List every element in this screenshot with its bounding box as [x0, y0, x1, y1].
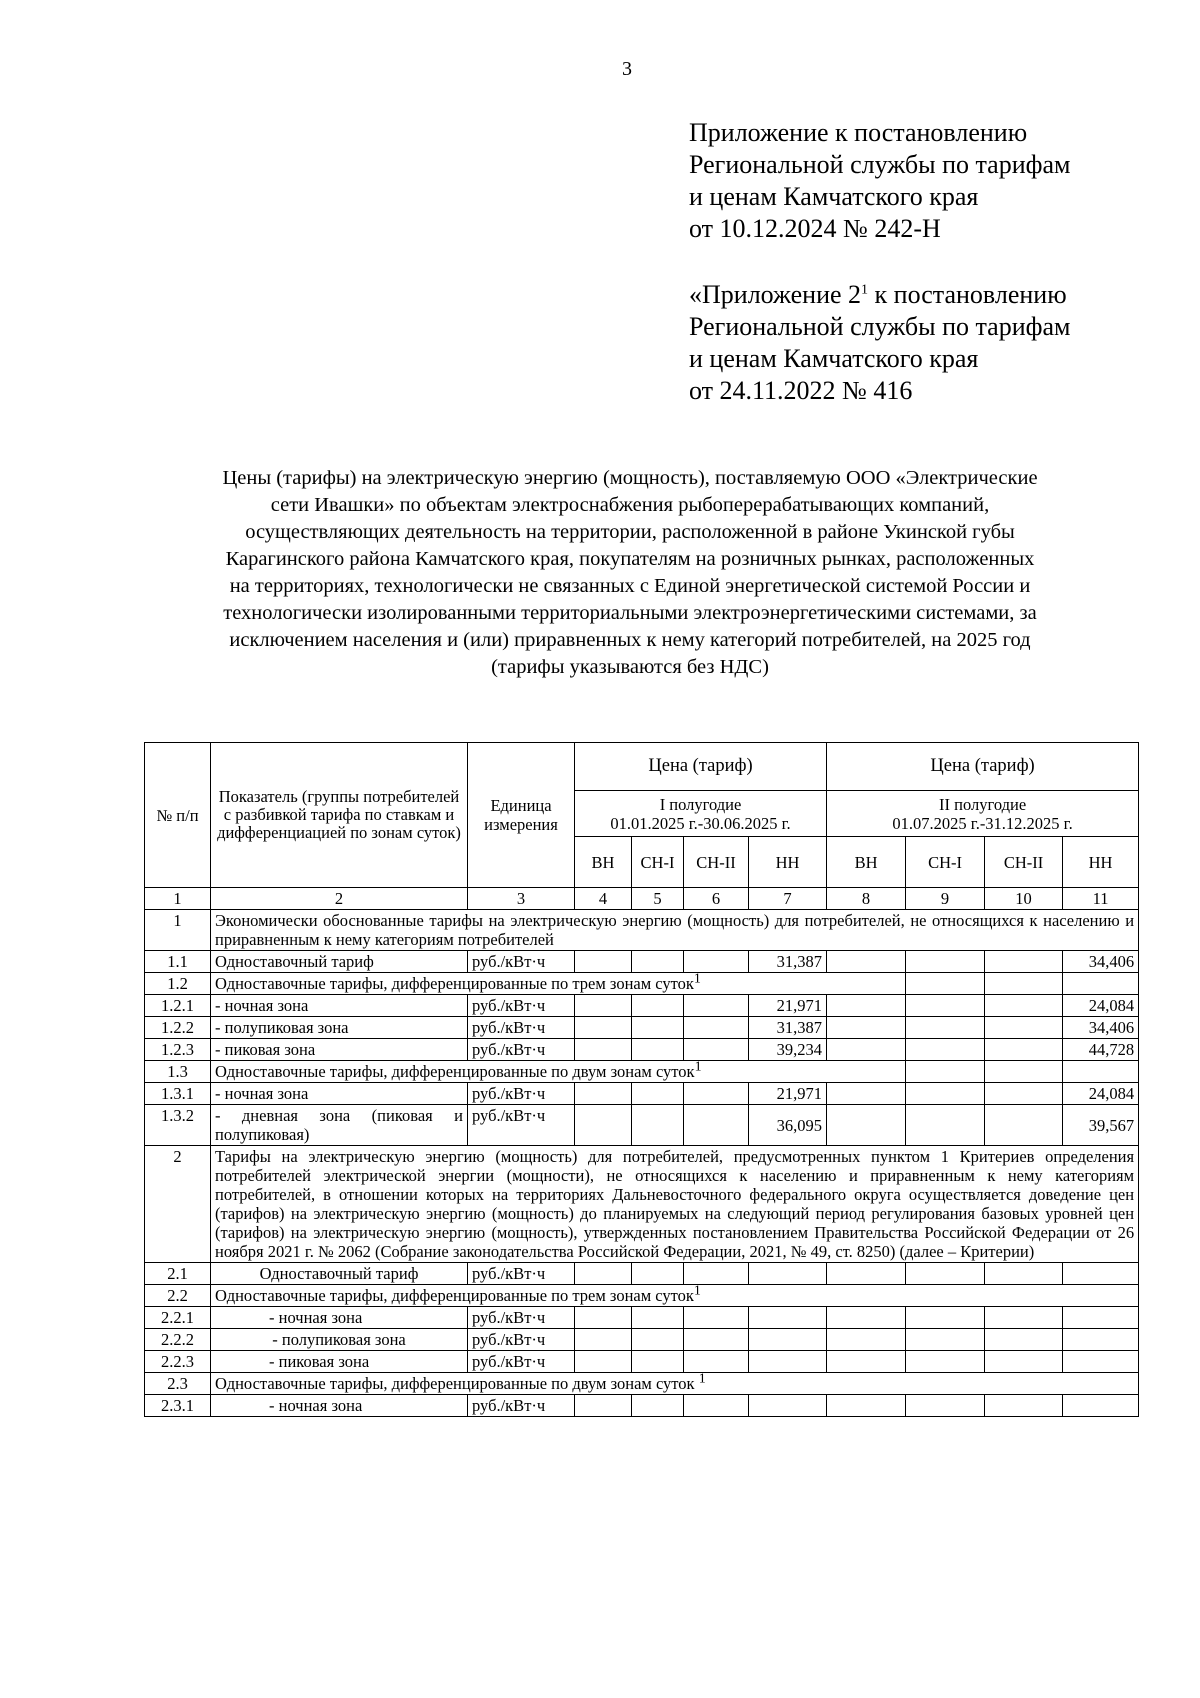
nn-h1-value: 21,971: [749, 1083, 827, 1105]
column-number: 11: [1063, 888, 1139, 910]
title-line: на территориях, технологически не связанных с Единой энергетической системой России и: [229, 575, 1031, 597]
nn-h2-value: 24,084: [1063, 1083, 1139, 1105]
row-unit: руб./кВт·ч: [468, 1017, 575, 1039]
title-line: (тарифы указываются без НДС): [491, 656, 769, 678]
row-unit: руб./кВт·ч: [468, 1263, 575, 1285]
nn-h2-value: 34,406: [1063, 951, 1139, 973]
row-name: - ночная зона: [211, 995, 468, 1017]
section-title: Экономически обоснованные тарифы на электрическую энергию (мощность) для потребителей, не относящихся к населению и приравненным к нему категориям потребителей: [211, 910, 1139, 951]
row-name: [211, 1285, 1139, 1307]
header-level-sn2-h2: СН-II: [985, 837, 1063, 888]
title-line: сети Ивашки» по объектам электроснабжения рыбоперерабатывающих компаний,: [270, 494, 990, 516]
appendix-current-line: Региональной службы по тарифам: [689, 150, 1071, 179]
nn-h1-value: 31,387: [749, 1017, 827, 1039]
table-row: [145, 1017, 1139, 1039]
row-name: Одноставочный тариф: [211, 1263, 468, 1285]
row-name: - пиковая зона: [211, 1351, 468, 1373]
row-name: - пиковая зона: [211, 1039, 468, 1061]
appendix-original-block: [689, 279, 1070, 407]
row-num: 1.1: [145, 951, 211, 973]
column-number: 8: [827, 888, 906, 910]
table-row: [145, 973, 1139, 995]
nn-h1-value: 31,387: [749, 951, 827, 973]
row-unit: руб./кВт·ч: [468, 1395, 575, 1417]
table-row: [145, 1061, 1139, 1083]
row-num: 1.2.3: [145, 1039, 211, 1061]
section-title: Тарифы на электрическую энергию (мощность) для потребителей, предусмотренных пунктом 1 Критериев определения потребителей электрической энергии (мощности), не относящихся к населению и приравненным к нему категориям потребителей, в отношении которых на территориях Дальневосточного федерального округа осуществляется доведение цен (тарифов) на электрическую энергию (мощность) до планируемых на следующий период регулирования базовых уровней цен (тарифов) на электрическую энергию (мощность), утвержденных постановлением Правительства Российской Федерации от 26 ноября 2021 г. № 2062 (Собрание законодательства Российской Федерации, 2021, № 49, ст. 8250) (далее – Критерии): [211, 1146, 1139, 1263]
row-name-text: Одноставочные тарифы, дифференцированные по трем зонам суток: [215, 1286, 694, 1305]
section-num: 2: [145, 1146, 211, 1263]
appendix-current-line: Приложение к постановлению: [689, 118, 1028, 147]
row-name: - полупиковая зона: [211, 1017, 468, 1039]
appendix-current-block: [689, 117, 1070, 245]
row-num: 1.2.1: [145, 995, 211, 1017]
appendix-original-suffix: к постановлению: [868, 280, 1067, 309]
footnote-marker: 1: [698, 1372, 706, 1387]
row-num: 2.2.2: [145, 1329, 211, 1351]
row-name: [211, 1061, 906, 1083]
footnote-marker: 1: [694, 1060, 702, 1075]
header-level-vn-h1: ВН: [575, 837, 632, 888]
row-num: 2.2.1: [145, 1307, 211, 1329]
row-num: 1.3.2: [145, 1105, 211, 1146]
table-row: [145, 1105, 1139, 1146]
section-num: 1: [145, 910, 211, 951]
row-name: - ночная зона: [211, 1083, 468, 1105]
page-number: 3: [622, 58, 632, 80]
header-level-vn-h2: ВН: [827, 837, 906, 888]
header-level-sn2-h1: СН-II: [684, 837, 749, 888]
row-num: 1.3.1: [145, 1083, 211, 1105]
header-level-nn-h2: НН: [1063, 837, 1139, 888]
row-unit: руб./кВт·ч: [468, 995, 575, 1017]
appendix-original-line: и ценам Камчатского края: [689, 344, 979, 373]
appendix-original-line: [689, 279, 1070, 311]
row-unit: руб./кВт·ч: [468, 1307, 575, 1329]
column-number: 10: [985, 888, 1063, 910]
header-indicator: Показатель (группы потребителей с разбивкой тарифа по ставкам и дифференциацией по зонам суток): [211, 743, 468, 888]
row-unit: руб./кВт·ч: [468, 1105, 575, 1146]
table-row: [145, 1329, 1139, 1351]
appendix-original-line: Региональной службы по тарифам: [689, 312, 1071, 341]
section-row: [145, 1146, 1139, 1263]
row-unit: руб./кВт·ч: [468, 1083, 575, 1105]
row-name: - ночная зона: [211, 1395, 468, 1417]
header-price-h1: Цена (тариф): [575, 743, 827, 791]
period-h2-dates: 01.07.2025 г.-31.12.2025 г.: [892, 813, 1073, 833]
column-number: 3: [468, 888, 575, 910]
column-number: 7: [749, 888, 827, 910]
row-unit: руб./кВт·ч: [468, 951, 575, 973]
appendix-current-line: и ценам Камчатского края: [689, 182, 979, 211]
header-period-h2: [827, 791, 1139, 837]
period-h1-name: I полугодие: [659, 794, 742, 814]
nn-h1-value: 36,095: [749, 1105, 827, 1146]
table-row: [145, 1039, 1139, 1061]
row-num: 1.3: [145, 1061, 211, 1083]
column-number: 5: [632, 888, 684, 910]
column-numbers-row: [145, 888, 1139, 910]
header-level-sn1-h2: СН-I: [906, 837, 985, 888]
nn-h2-value: 39,567: [1063, 1105, 1139, 1146]
column-number: 6: [684, 888, 749, 910]
table-row: [145, 1351, 1139, 1373]
nn-h2-value: 44,728: [1063, 1039, 1139, 1061]
document-title: [140, 465, 1120, 681]
table-row: [145, 1263, 1139, 1285]
column-number: 9: [906, 888, 985, 910]
title-line: осуществляющих деятельность на территории, расположенной в районе Укинской губы: [245, 521, 1015, 543]
table-row: [145, 1083, 1139, 1105]
footnote-marker: 1: [693, 1284, 701, 1299]
title-line: технологически изолированными территориальными электроэнергетическими системами, за: [223, 602, 1037, 624]
table-row: [145, 995, 1139, 1017]
appendix-current-line: от 10.12.2024 № 242-Н: [689, 214, 941, 243]
row-name: Одноставочный тариф: [211, 951, 468, 973]
header-level-sn1-h1: СН-I: [632, 837, 684, 888]
period-h1-dates: 01.01.2025 г.-30.06.2025 г.: [610, 813, 791, 833]
table-row: [145, 951, 1139, 973]
row-num: 1.2: [145, 973, 211, 995]
row-name: - дневная зона (пиковая и полупиковая): [211, 1105, 468, 1146]
row-unit: руб./кВт·ч: [468, 1351, 575, 1373]
table-row: [145, 1373, 1139, 1395]
row-name: [211, 973, 906, 995]
row-num: 2.2.3: [145, 1351, 211, 1373]
nn-h1-value: 21,971: [749, 995, 827, 1017]
row-name: - полупиковая зона: [211, 1329, 468, 1351]
row-name-text: Одноставочные тарифы, дифференцированные по двум зонам суток: [215, 1062, 695, 1081]
appendix-original-line: от 24.11.2022 № 416: [689, 376, 913, 405]
nn-h1-value: 39,234: [749, 1039, 827, 1061]
row-unit: руб./кВт·ч: [468, 1039, 575, 1061]
section-row: [145, 910, 1139, 951]
period-h2-name: II полугодие: [939, 794, 1027, 814]
nn-h2-value: 24,084: [1063, 995, 1139, 1017]
row-unit: руб./кВт·ч: [468, 1329, 575, 1351]
appendix-original-prefix: «Приложение 2: [689, 280, 862, 309]
header-period-h1: [575, 791, 827, 837]
header-unit: Единица измерения: [468, 743, 575, 888]
appendix-number-superscript: 1: [861, 282, 869, 298]
row-num: 2.3.1: [145, 1395, 211, 1417]
table-row: [145, 1285, 1139, 1307]
row-name-text: Одноставочные тарифы, дифференцированные по трем зонам суток: [215, 974, 694, 993]
footnote-marker: 1: [693, 972, 701, 987]
title-line: Цены (тарифы) на электрическую энергию (мощность), поставляемую ООО «Электрические: [222, 467, 1038, 489]
column-number: 2: [211, 888, 468, 910]
row-name: [211, 1373, 1139, 1395]
column-number: 1: [145, 888, 211, 910]
row-num: 2.3: [145, 1373, 211, 1395]
row-num: 1.2.2: [145, 1017, 211, 1039]
header-num: № п/п: [145, 743, 211, 888]
nn-h2-value: 34,406: [1063, 1017, 1139, 1039]
table-row: [145, 1307, 1139, 1329]
column-number: 4: [575, 888, 632, 910]
title-line: Карагинского района Камчатского края, покупателям на розничных рынках, расположенных: [225, 548, 1035, 570]
row-num: 2.2: [145, 1285, 211, 1307]
row-name: - ночная зона: [211, 1307, 468, 1329]
row-name-text: Одноставочные тарифы, дифференцированные по двум зонам суток: [215, 1374, 699, 1393]
table-row: [145, 1395, 1139, 1417]
tariff-table: [144, 742, 1139, 1417]
title-line: исключением населения и (или) приравненных к нему категорий потребителей, на 2025 год: [229, 629, 1031, 651]
row-num: 2.1: [145, 1263, 211, 1285]
header-price-h2: Цена (тариф): [827, 743, 1139, 791]
header-level-nn-h1: НН: [749, 837, 827, 888]
